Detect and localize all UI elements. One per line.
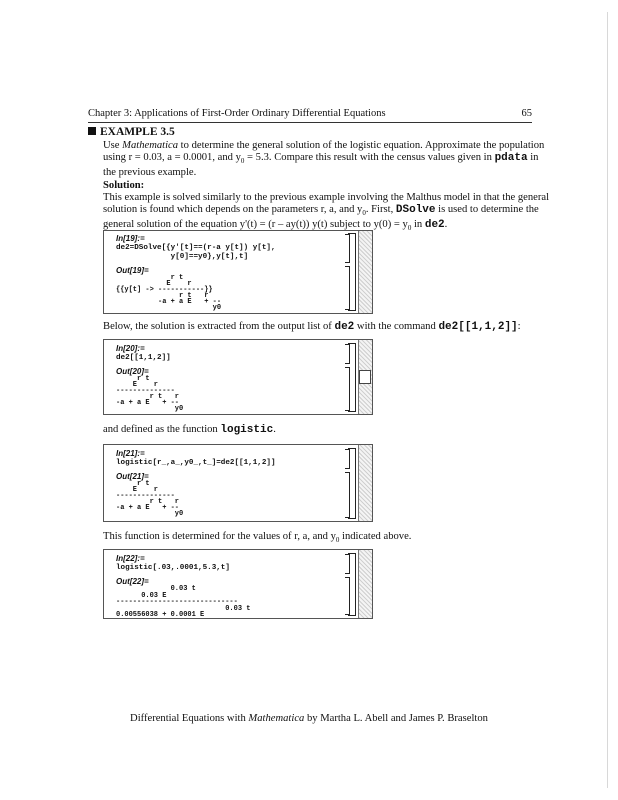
body-text: This function is determined for the values of r, a, and y (103, 531, 336, 542)
body-text: indicated above. (339, 531, 412, 542)
output-line: y0 (116, 405, 184, 413)
inline-code: de2 (424, 219, 445, 232)
body-text: : (517, 321, 521, 332)
intro-software: Mathematica (122, 140, 179, 151)
scrollbar[interactable] (358, 550, 372, 618)
subscript: 0 (335, 536, 340, 545)
body-text: and defined as the function (103, 424, 221, 435)
header-rule (88, 122, 532, 123)
intro-text: the previous example. (103, 167, 197, 179)
input-code: de2=DSolve[{y'[t]==(r-a y[t]) y[t], (116, 244, 276, 252)
group-cell-bracket[interactable] (348, 553, 356, 616)
output-expression (116, 275, 221, 311)
scroll-thumb[interactable] (359, 370, 371, 384)
output-expression (116, 481, 183, 517)
mathematica-cell-21[interactable] (103, 444, 373, 522)
body-text: with the command (354, 321, 439, 332)
solution-text: in (411, 219, 425, 231)
inline-code: DSolve (395, 203, 436, 216)
footer-software: Mathematica (248, 713, 305, 724)
output-label: Out[20]= (116, 367, 149, 376)
running-header (88, 108, 532, 119)
intro-text: = 5.3. Compare this result with the census values given in (244, 151, 495, 163)
solution-paragraph (103, 192, 550, 235)
output-line: 0.03 E (116, 591, 167, 600)
paragraph-values (103, 531, 533, 547)
mathematica-cell-19[interactable] (103, 230, 373, 314)
subscript: 0 (407, 224, 412, 233)
output-line: 0.03 t (116, 585, 196, 593)
page-number: 65 (521, 108, 532, 119)
mathematica-cell-22[interactable] (103, 549, 373, 619)
subscript: 0 (362, 208, 366, 217)
solution-label: Solution: (103, 180, 145, 191)
input-label: In[19]:= (116, 234, 145, 243)
output-line: E r (116, 486, 159, 494)
output-line: -a + a E + -- (116, 504, 180, 512)
example-title-text: EXAMPLE 3.5 (100, 126, 175, 138)
scrollbar[interactable] (358, 340, 372, 414)
output-line: r t r (116, 393, 180, 401)
subscript: 0 (240, 156, 245, 165)
group-cell-bracket[interactable] (348, 343, 356, 412)
solution-text: . (444, 219, 448, 231)
solution-text: general solution of the equation y'(t) = (r – ay(t)) y(t) subject to y(0) = y (103, 219, 408, 231)
output-expression (116, 586, 250, 619)
mathematica-cell-20[interactable] (103, 339, 373, 415)
input-code: logistic[r_,a_,y0_,t_]=de2[[1,1,2]] (116, 459, 276, 467)
output-line: -a + a E + -- (116, 298, 222, 306)
solution-text: This example is solved similarly to the previous example involving the Malthus model in that the general (103, 192, 550, 203)
square-bullet-icon (88, 127, 96, 135)
scrollbar[interactable] (358, 445, 372, 521)
solution-text: solution is found which depends on the parameters r, a, and y (103, 203, 363, 215)
input-label: In[20]:= (116, 344, 145, 353)
intro-text: in (527, 151, 539, 163)
input-label: In[21]:= (116, 449, 145, 458)
inline-code: de2 (334, 321, 355, 333)
page-footer (0, 713, 618, 724)
output-line: {{y[t] -> -----------}} (116, 286, 213, 294)
paragraph-define (103, 424, 533, 437)
group-cell-bracket[interactable] (348, 448, 356, 519)
example-title (88, 126, 175, 138)
output-expression (116, 376, 183, 412)
output-line: r t (116, 274, 184, 282)
input-label: In[22]:= (116, 554, 145, 563)
group-cell-bracket[interactable] (348, 233, 356, 311)
output-line: r t (116, 480, 150, 488)
inline-code: de2[[1,1,2]] (438, 321, 518, 333)
intro-text: to determine the general solution of the logistic equation. Approximate the population (178, 140, 545, 151)
output-line: y0 (116, 304, 222, 312)
output-line: ----------------------------- (116, 598, 238, 606)
output-label: Out[21]= (116, 472, 149, 481)
intro-text: Use (103, 140, 123, 151)
output-label: Out[19]= (116, 266, 149, 275)
input-code: y[0]==y0},y[t],t] (116, 253, 249, 261)
output-line: -------------- (116, 492, 175, 500)
input-code: de2[[1,1,2]] (116, 354, 171, 362)
output-line: r t r (116, 292, 209, 300)
footer-text: Differential Equations with (130, 713, 249, 724)
output-label: Out[22]= (116, 577, 149, 586)
footer-text: by Martha L. Abell and James P. Braselton (304, 713, 488, 724)
body-text: Below, the solution is extracted from the output list of (103, 321, 335, 332)
output-line: -------------- (116, 387, 175, 395)
output-line: 0.00556038 + 0.0001 E (116, 611, 205, 619)
body-text: . (273, 424, 276, 435)
inline-code: logistic (220, 424, 274, 436)
intro-paragraph (103, 140, 545, 179)
output-line: -a + a E + -- (116, 399, 180, 407)
intro-text: using r = 0.03, a = 0.0001, and y (103, 151, 241, 163)
output-line: r t r (116, 498, 180, 506)
output-line: r t (116, 375, 150, 383)
paragraph-extract (103, 321, 533, 334)
output-line: y0 (116, 510, 184, 518)
scrollbar[interactable] (358, 231, 372, 313)
output-line: 0.03 t (116, 604, 251, 613)
output-line: E r (116, 280, 192, 288)
solution-text: . First, (365, 203, 396, 215)
solution-text: is used to determine the (435, 203, 539, 215)
input-code: logistic[.03,.0001,5.3,t] (116, 564, 230, 572)
page-edge-line (607, 12, 608, 788)
chapter-title: Chapter 3: Applications of First-Order Ordinary Differential Equations (88, 108, 386, 119)
output-line: E r (116, 381, 159, 389)
inline-code: pdata (494, 151, 528, 164)
